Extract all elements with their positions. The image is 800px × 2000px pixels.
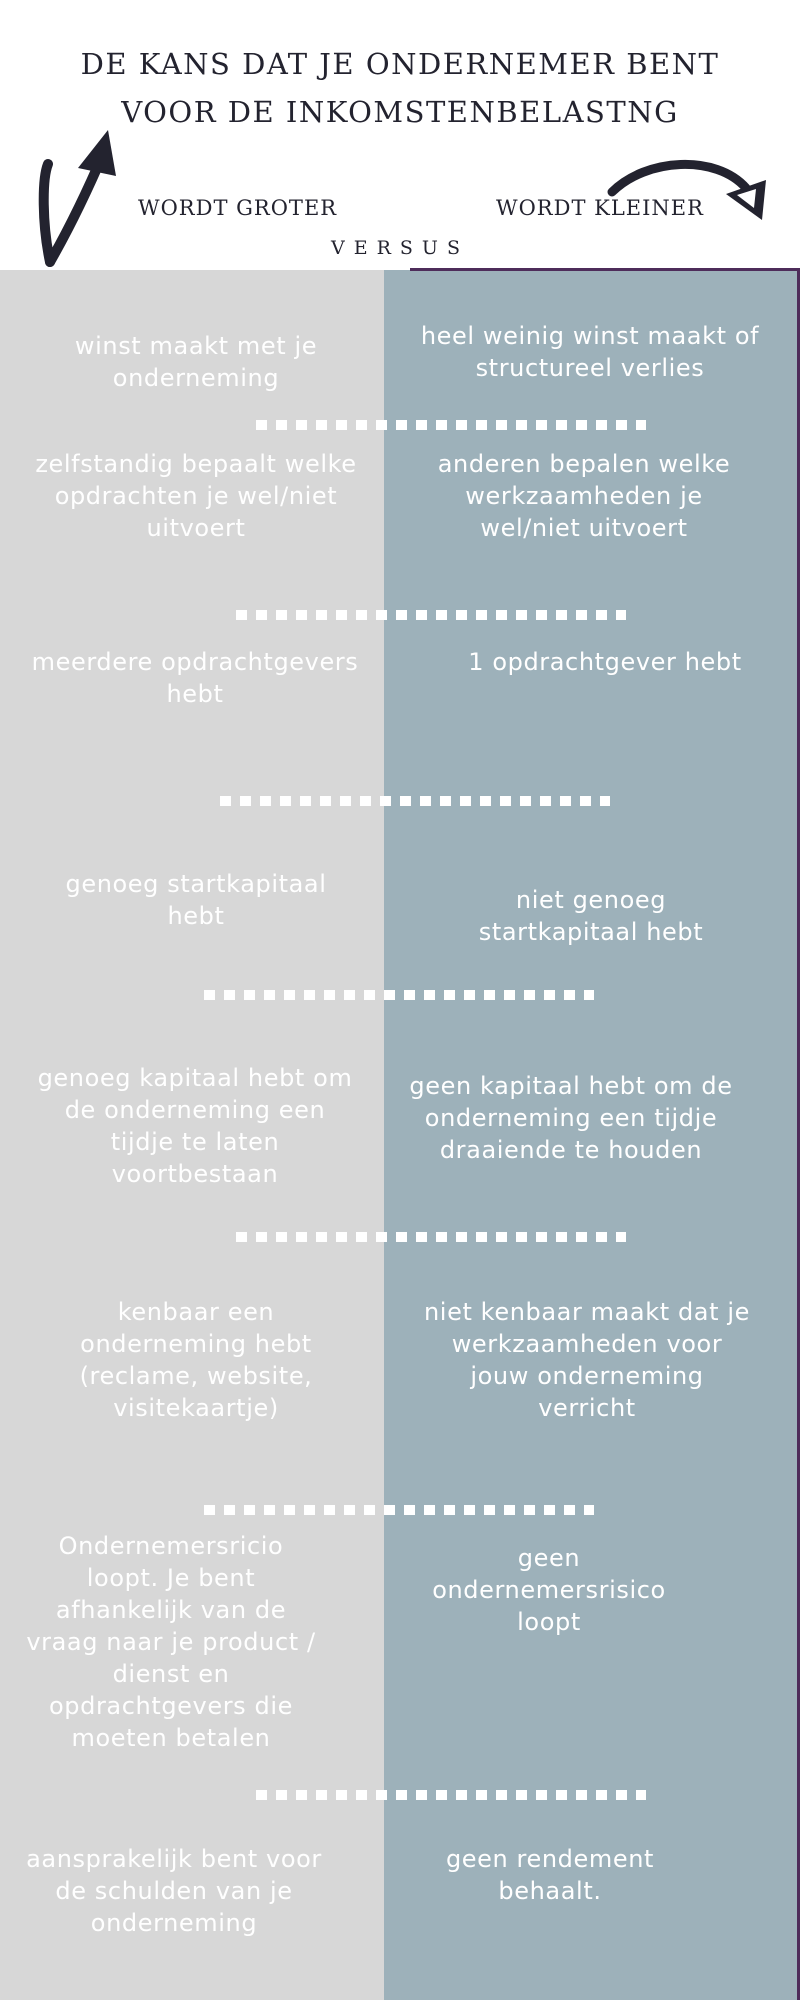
row-4-right: niet genoeg startkapitaal hebt [478,886,704,946]
row-8-left: aansprakelijk bent voor de schulden van je onderneming [26,1845,322,1937]
divider [236,610,626,620]
row-7-right: geen ondernemersrisico loopt [432,1544,666,1636]
divider [204,990,594,1000]
divider [236,1232,626,1242]
row-5-left: genoeg kapitaal hebt om de onderneming een tijdje te laten voortbestaan [37,1064,353,1188]
row-4-left: genoeg startkapitaal hebt [65,870,327,930]
header [0,0,800,270]
divider [256,1790,646,1800]
divider [220,796,610,806]
row-3-left: meerdere opdrachtgevers hebt [31,648,359,708]
row-6-left: kenbaar een onderneming hebt (reclame, website, visitekaartje) [79,1298,313,1422]
label-wordt-groter: WORDT GROTER [138,196,338,220]
row-3-right: 1 opdrachtgever hebt [468,648,742,676]
divider [256,420,646,430]
row-5-right: geen kapitaal hebt om de onderneming een tijdje draaiende te houden [409,1072,733,1164]
row-2-left: zelfstandig bepaalt welke opdrachten je wel/niet uitvoert [35,450,357,542]
versus-label: VERSUS [331,237,469,259]
curved-arrow-down-icon [606,150,776,230]
title-line-1: DE KANS DAT JE ONDERNEMER BENT [80,47,720,81]
row-2-right: anderen bepalen welke werkzaamheden je wel/niet uitvoert [437,450,731,542]
row-6-right: niet kenbaar maakt dat je werkzaamheden voor jouw onderneming verricht [424,1298,750,1422]
row-1-right: heel weinig winst maakt of structureel verlies [420,322,760,382]
divider [204,1505,594,1515]
row-1-left: winst maakt met je onderneming [74,332,318,392]
title-line-2: VOOR DE INKOMSTENBELASTNG [121,95,679,129]
accent-line [410,268,800,271]
row-7-left: Ondernemersricio loopt. Je bent afhankelijk van de vraag naar je product / dienst en opdrachtgevers die moeten betalen [26,1532,316,1752]
row-8-right: geen rendement behaalt. [445,1845,655,1905]
page-title [0,40,800,136]
label-wordt-kleiner: WORDT KLEINER [496,196,704,220]
